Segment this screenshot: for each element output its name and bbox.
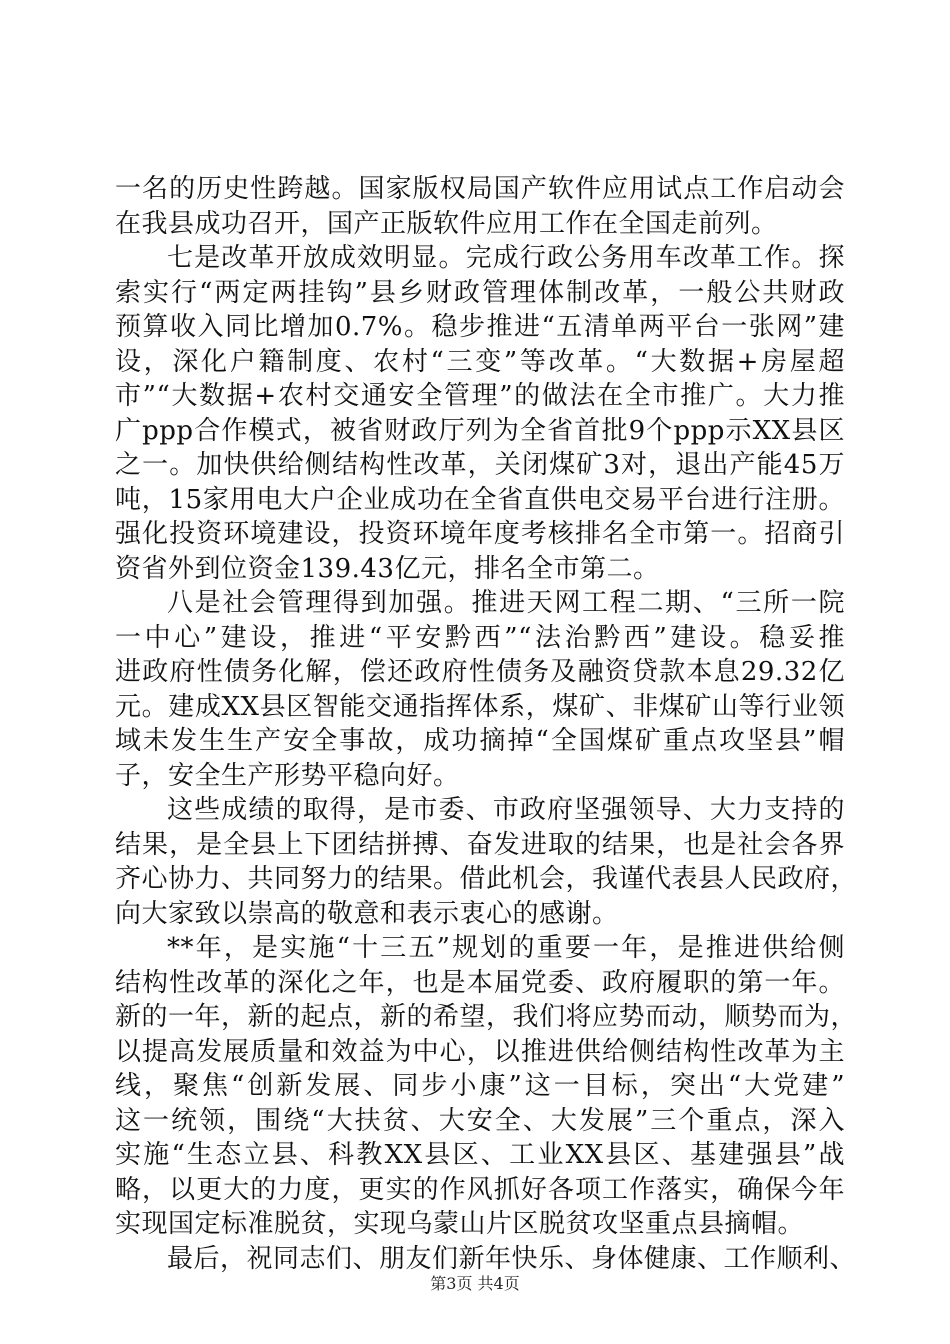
text-line: 七是改革开放成效明显。完成行政公务用车改革工作。探 (167, 243, 845, 273)
text-line: 新的一年，新的起点，新的希望，我们将应势而动，顺势而为， (115, 1002, 858, 1032)
text-line: 进政府性债务化解，偿还政府性债务及融资贷款本息29.32亿 (115, 657, 845, 687)
text-line: 实施“生态立县、科教XX县区、工业XX县区、基建强县”战 (115, 1140, 845, 1170)
text-line: 这一统领，围绕“大扶贫、大安全、大发展”三个重点，深入 (115, 1105, 845, 1136)
text-line: 结果，是全县上下团结拼搏、奋发进取的结果，也是社会各界 (115, 829, 845, 860)
text-line: 结构性改革的深化之年，也是本届党委、政府履职的第一年。 (115, 967, 845, 998)
text-line: 之一。加快供给侧结构性改革，关闭煤矿3对，退出产能45万 (115, 450, 845, 480)
text-line: 以提高发展质量和效益为中心，以推进供给侧结构性改革为主 (115, 1036, 845, 1067)
text-line: 市”“大数据+农村交通安全管理”的做法在全市推广。大力推 (115, 381, 845, 411)
text-line: 资省外到位资金139.43亿元，排名全市第二。 (115, 553, 660, 584)
text-line: 这些成绩的取得，是市委、市政府坚强领导、大力支持的 (167, 795, 845, 825)
text-line: 索实行“两定两挂钩”县乡财政管理体制改革，一般公共财政 (115, 277, 845, 308)
text-line: 实现国定标准脱贫，实现乌蒙山片区脱贫攻坚重点县摘帽。 (115, 1209, 805, 1239)
text-line: 最后，祝同志们、朋友们新年快乐、身体健康、工作顺利、 (167, 1243, 857, 1274)
text-line: 线，聚焦“创新发展、同步小康”这一目标，突出“大党建” (115, 1071, 845, 1101)
text-line: 在我县成功召开，国产正版软件应用工作在全国走前列。 (115, 208, 778, 239)
text-line: 元。建成XX县区智能交通指挥体系，煤矿、非煤矿山等行业领 (115, 691, 845, 722)
page-number-footer: 第3页 共4页 (430, 1274, 520, 1293)
text-line: 吨，15家用电大户企业成功在全省直供电交易平台进行注册。 (115, 484, 845, 515)
text-line: 预算收入同比增加0.7%。稳步推进“五清单两平台一张网”建 (115, 312, 845, 342)
text-line: 强化投资环境建设，投资环境年度考核排名全市第一。招商引 (115, 519, 845, 549)
text-line: 八是社会管理得到加强。推进天网工程二期、“三所一院 (167, 588, 845, 618)
text-line: 一中心”建设，推进“平安黔西”“法治黔西”建设。稳妥推 (115, 622, 845, 653)
text-line: 设，深化户籍制度、农村“三变”等改革。“大数据+房屋超 (115, 346, 845, 377)
body-text (115, 172, 858, 1276)
text-line: 一名的历史性跨越。国家版权局国产软件应用试点工作启动会 (115, 174, 845, 204)
text-line: 略，以更大的力度，更实的作风抓好各项工作落实，确保今年 (115, 1174, 845, 1205)
text-line: 向大家致以崇高的敬意和表示衷心的感谢。 (115, 898, 619, 929)
text-line: **年，是实施“十三五”规划的重要一年，是推进供给侧 (167, 933, 845, 963)
text-line: 广ppp合作模式，被省财政厅列为全省首批9个ppp示XX县区 (115, 415, 845, 446)
text-line: 齐心协力、共同努力的结果。借此机会，我谨代表县人民政府， (115, 864, 858, 894)
text-line: 域未发生生产安全事故，成功摘掉“全国煤矿重点攻坚县”帽 (115, 726, 845, 756)
text-line: 子，安全生产形势平稳向好。 (115, 760, 460, 791)
